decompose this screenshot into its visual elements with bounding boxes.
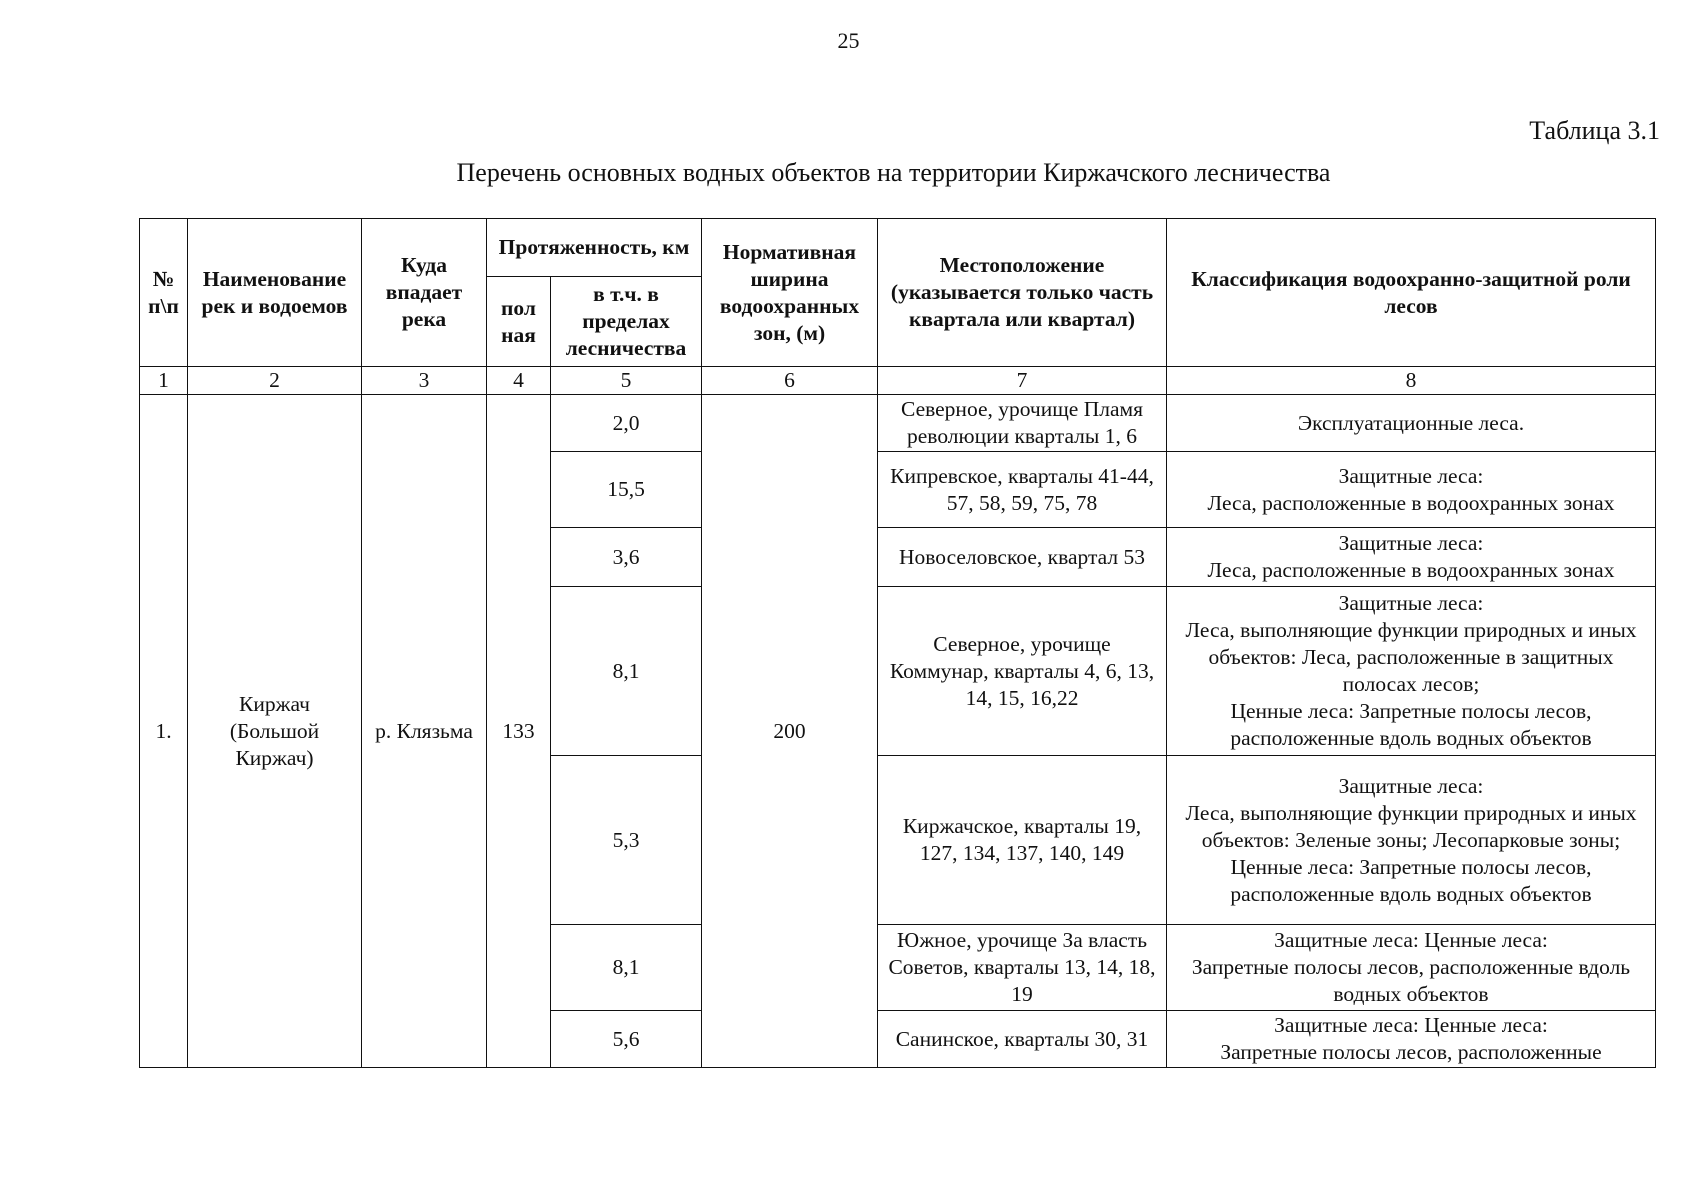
classification-cell: Защитные леса: Леса, выполняющие функции природных и иных объектов: Зеленые зоны; Лесопарковые зоны; Ценные леса: Запретные полосы лесов, расположенные вдоль водных объектов — [1167, 756, 1656, 925]
length-within-cell: 3,6 — [551, 528, 702, 587]
classification-cell: Защитные леса: Леса, выполняющие функции природных и иных объектов: Леса, расположенные в защитных полосах лесов; Ценные леса: Запретные полосы лесов, расположенные вдоль водных объектов — [1167, 587, 1656, 756]
header-zone-width: Нормативная ширина водоохранных зон, (м) — [702, 219, 878, 367]
classification-cell: Защитные леса: Ценные леса: Запретные полосы лесов, расположенные — [1167, 1011, 1656, 1068]
length-within-cell: 2,0 — [551, 395, 702, 452]
object-flows-into: р. Клязьма — [362, 395, 487, 1068]
column-number: 2 — [188, 367, 362, 395]
length-within-cell: 15,5 — [551, 452, 702, 528]
length-within-cell: 8,1 — [551, 925, 702, 1011]
length-within-cell: 5,6 — [551, 1011, 702, 1068]
column-number: 1 — [140, 367, 188, 395]
object-length-full: 133 — [487, 395, 551, 1068]
classification-cell: Защитные леса: Леса, расположенные в водоохранных зонах — [1167, 528, 1656, 587]
classification-cell: Защитные леса: Ценные леса: Запретные полосы лесов, расположенные вдоль водных объектов — [1167, 925, 1656, 1011]
object-num: 1. — [140, 395, 188, 1068]
location-cell: Кипревское, кварталы 41-44, 57, 58, 59, 75, 78 — [878, 452, 1167, 528]
column-number: 8 — [1167, 367, 1656, 395]
location-cell: Киржачское, кварталы 19, 127, 134, 137, 140, 149 — [878, 756, 1167, 925]
header-flows-into: Куда впадает река — [362, 219, 487, 367]
location-cell: Новоселовское, квартал 53 — [878, 528, 1167, 587]
header-name: Наименование рек и водоемов — [188, 219, 362, 367]
column-number: 5 — [551, 367, 702, 395]
water-objects-table — [139, 218, 1656, 1068]
table-label: Таблица 3.1 — [1529, 116, 1660, 145]
table-title: Перечень основных водных объектов на территории Киржачского лесничества — [456, 158, 1331, 187]
header-location: Местоположение (указывается только часть квартала или квартал) — [878, 219, 1167, 367]
header-classification: Классификация водоохранно-защитной роли лесов — [1167, 219, 1656, 367]
object-zone-width: 200 — [702, 395, 878, 1068]
length-within-cell: 5,3 — [551, 756, 702, 925]
header-length: Протяженность, км — [487, 219, 702, 277]
object-name: Киржач (Большой Киржач) — [188, 395, 362, 1068]
location-cell: Южное, урочище За власть Советов, кварталы 13, 14, 18, 19 — [878, 925, 1167, 1011]
table-row — [140, 395, 1656, 452]
length-within-cell: 8,1 — [551, 587, 702, 756]
location-cell: Санинское, кварталы 30, 31 — [878, 1011, 1167, 1068]
classification-cell: Эксплуатационные леса. — [1167, 395, 1656, 452]
column-numbers-row — [140, 367, 1656, 395]
column-number: 3 — [362, 367, 487, 395]
header-length-full: пол ная — [487, 277, 551, 367]
classification-cell: Защитные леса: Леса, расположенные в водоохранных зонах — [1167, 452, 1656, 528]
header-length-within: в т.ч. в пределах лесничества — [551, 277, 702, 367]
location-cell: Северное, урочище Коммунар, кварталы 4, 6, 13, 14, 15, 16,22 — [878, 587, 1167, 756]
column-number: 7 — [878, 367, 1167, 395]
location-cell: Северное, урочище Пламя революции кварталы 1, 6 — [878, 395, 1167, 452]
header-num: № п\п — [140, 219, 188, 367]
page-number: 25 — [837, 28, 860, 53]
column-number: 6 — [702, 367, 878, 395]
column-number: 4 — [487, 367, 551, 395]
